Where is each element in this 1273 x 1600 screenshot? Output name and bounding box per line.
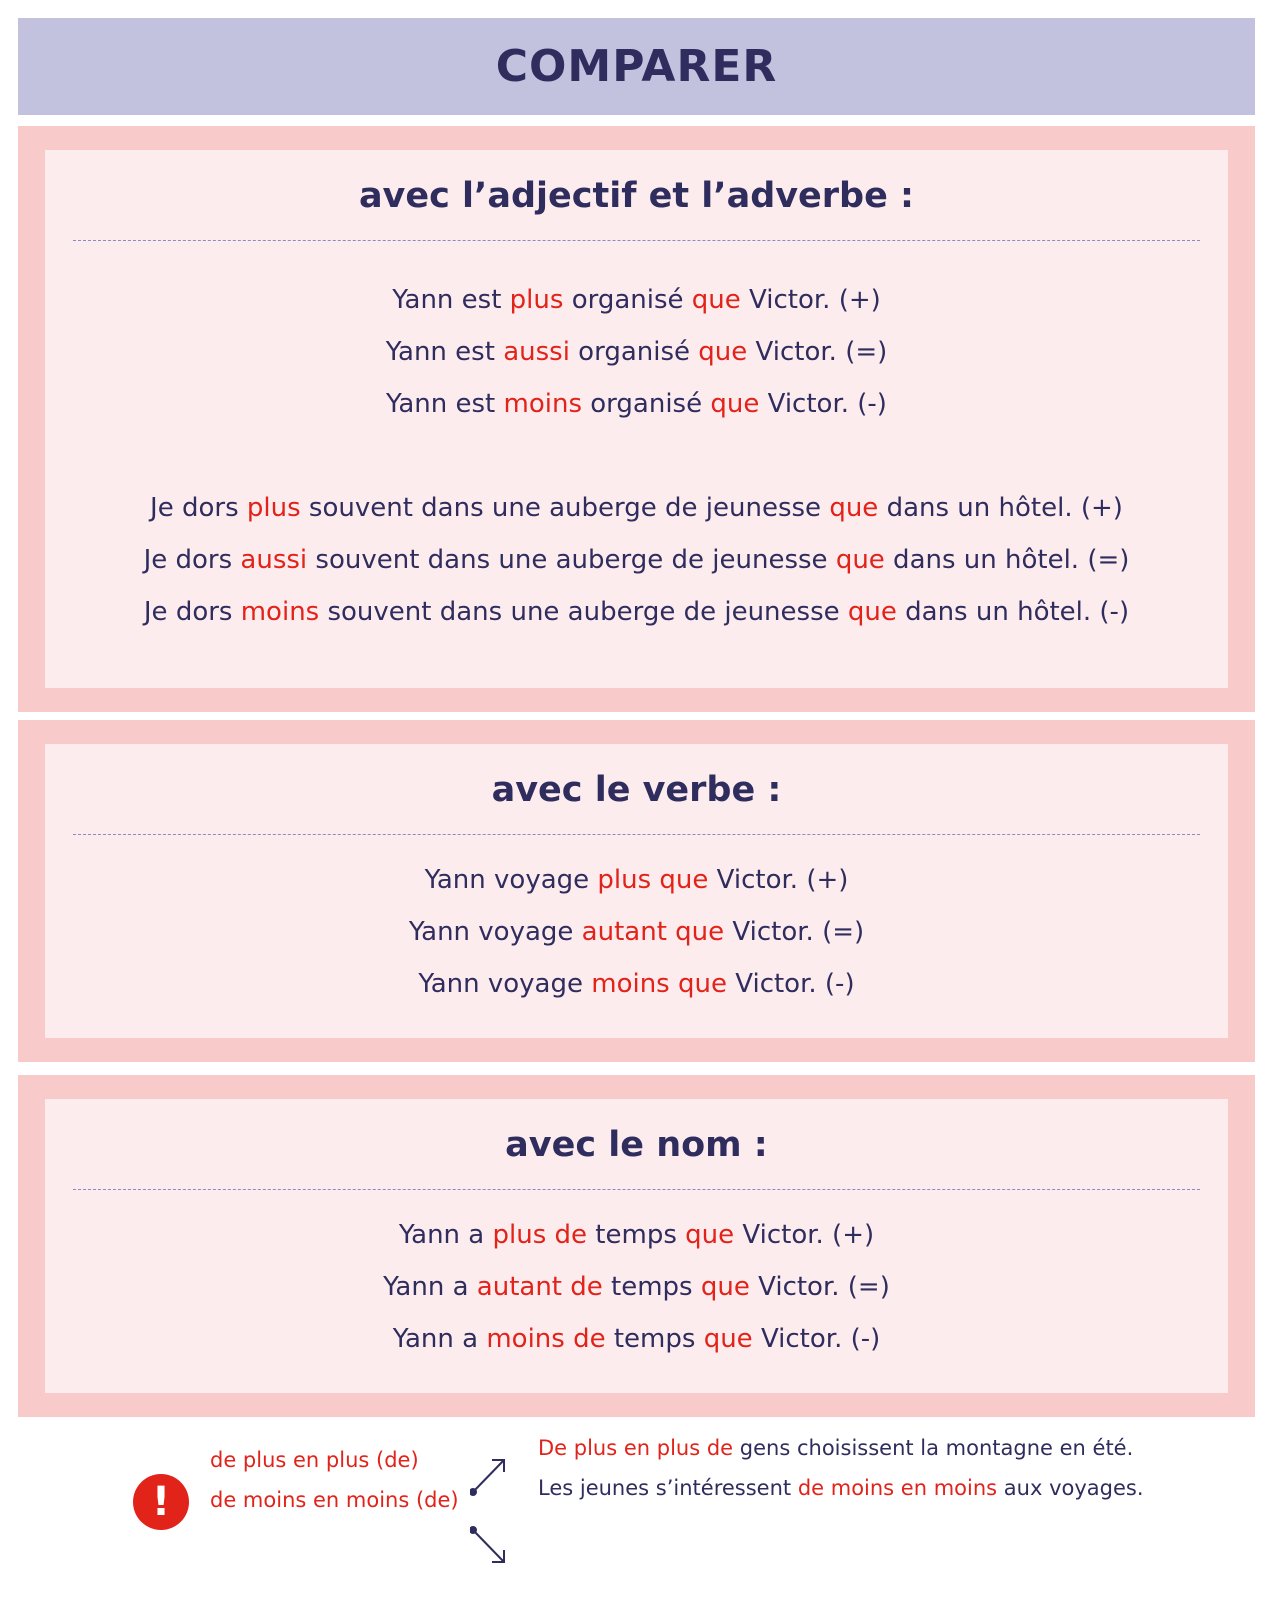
examples-block	[45, 274, 1228, 638]
text-run: Yann a	[383, 1272, 477, 1302]
highlight-word: que	[835, 545, 885, 575]
highlight-word: moins	[503, 389, 582, 419]
arrow-down-right-icon	[470, 1526, 504, 1562]
highlight-word: de moins en moins	[797, 1476, 998, 1500]
text-run: Je dors	[150, 493, 247, 523]
text-run: organisé	[563, 285, 692, 315]
highlight-word: plus que	[597, 865, 709, 895]
text-run: dans un hôtel. (-)	[896, 597, 1130, 627]
example-sentence	[45, 906, 1228, 958]
highlight-word: plus de	[492, 1220, 588, 1250]
text-run: temps	[587, 1220, 686, 1250]
section-heading: avec le nom :	[505, 1125, 768, 1165]
text-run: dans un hôtel. (+)	[878, 493, 1123, 523]
section-panel	[45, 1099, 1228, 1393]
text-run: Je dors	[143, 597, 241, 627]
text-run: souvent dans une auberge de jeunesse	[307, 545, 836, 575]
text-run: temps	[602, 1272, 701, 1302]
arrows-icon	[470, 1452, 530, 1572]
highlight-word: aussi	[503, 337, 570, 367]
text-run: Yann a	[392, 1324, 487, 1354]
text-run: Yann voyage	[418, 969, 592, 999]
text-run: Yann voyage	[408, 917, 582, 947]
example-less	[538, 1476, 1144, 1500]
text-run: gens choisissent la montagne en été.	[733, 1436, 1134, 1460]
text-run: Victor. (-)	[759, 389, 887, 419]
example-sentence	[45, 534, 1228, 586]
text-run: souvent dans une auberge de jeunesse	[319, 597, 848, 627]
examples-block	[45, 854, 1228, 1010]
highlight-word: plus	[509, 285, 564, 315]
dashed-divider	[73, 1189, 1200, 1190]
example-sentence	[45, 958, 1228, 1010]
text-run: Yann est	[385, 337, 504, 367]
highlight-word: que	[691, 285, 741, 315]
text-run: temps	[605, 1324, 704, 1354]
example-sentence	[45, 326, 1228, 378]
example-sentence	[45, 378, 1228, 430]
expression-more: de plus en plus (de)	[210, 1448, 419, 1472]
section-adjectif-adverbe	[18, 126, 1255, 712]
text-run: Victor. (-)	[752, 1324, 881, 1354]
text-run: Yann est	[386, 389, 504, 419]
text-run: Victor. (-)	[726, 969, 855, 999]
section-panel	[45, 150, 1228, 688]
example-sentence	[45, 1313, 1228, 1365]
text-run: organisé	[569, 337, 699, 367]
text-run: Victor. (+)	[708, 865, 849, 895]
highlight-word: que	[829, 493, 879, 523]
dashed-divider	[73, 834, 1200, 835]
highlight-word: moins que	[591, 969, 727, 999]
group-spacer	[45, 430, 1228, 482]
highlight-word: moins	[240, 597, 320, 627]
example-sentence	[45, 274, 1228, 326]
highlight-word: que	[700, 1272, 750, 1302]
highlight-word: moins de	[486, 1324, 606, 1354]
examples-block	[45, 1209, 1228, 1365]
arrow-up-right-icon	[470, 1460, 504, 1496]
highlight-word: que	[685, 1220, 735, 1250]
text-run: Yann voyage	[424, 865, 598, 895]
text-run: souvent dans une auberge de jeunesse	[300, 493, 830, 523]
highlight-word: aussi	[240, 545, 308, 575]
text-run: Yann a	[398, 1220, 493, 1250]
text-run: Les jeunes s’intéressent	[538, 1476, 798, 1500]
example-sentence	[45, 854, 1228, 906]
example-sentence	[45, 1261, 1228, 1313]
section-heading: avec l’adjectif et l’adverbe :	[358, 176, 915, 216]
highlight-word: autant de	[476, 1272, 603, 1302]
highlight-word: De plus en plus de	[538, 1436, 734, 1460]
highlight-word: plus	[246, 493, 301, 523]
text-run: Victor. (=)	[747, 337, 888, 367]
highlight-word: que	[847, 597, 897, 627]
exclamation-icon: !	[133, 1474, 189, 1530]
text-run: Victor. (=)	[749, 1272, 890, 1302]
section-heading: avec le verbe :	[491, 770, 782, 810]
text-run: Yann est	[392, 285, 510, 315]
highlight-word: autant que	[581, 917, 725, 947]
text-run: Victor. (+)	[740, 285, 881, 315]
dashed-divider	[73, 240, 1200, 241]
section-verbe	[18, 720, 1255, 1062]
text-run: Je dors	[143, 545, 241, 575]
highlight-word: que	[710, 389, 760, 419]
highlight-word: que	[698, 337, 748, 367]
highlight-word: que	[703, 1324, 753, 1354]
title-banner	[18, 18, 1255, 115]
example-more	[538, 1436, 1133, 1460]
text-run: Victor. (=)	[724, 917, 865, 947]
text-run: Victor. (+)	[734, 1220, 875, 1250]
text-run: dans un hôtel. (=)	[884, 545, 1130, 575]
text-run: aux voyages.	[997, 1476, 1144, 1500]
section-nom	[18, 1075, 1255, 1417]
expression-less: de moins en moins (de)	[210, 1488, 459, 1512]
text-run: organisé	[582, 389, 711, 419]
note-box	[0, 1438, 1273, 1588]
example-sentence	[45, 586, 1228, 638]
example-sentence	[45, 1209, 1228, 1261]
section-panel	[45, 744, 1228, 1038]
page-title: COMPARER	[495, 41, 778, 92]
example-sentence	[45, 482, 1228, 534]
